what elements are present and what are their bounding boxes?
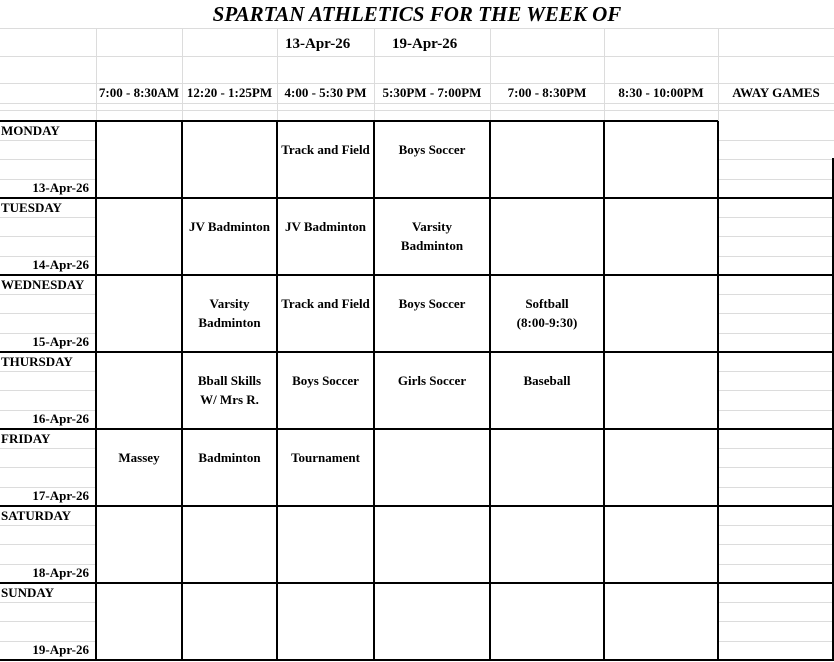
week-end-date[interactable]: 19-Apr-26 — [392, 36, 458, 52]
schedule-cell[interactable] — [374, 525, 490, 565]
schedule-cell[interactable] — [718, 294, 834, 334]
sheet-gridline — [0, 56, 834, 57]
sheet-gridline — [0, 544, 96, 545]
schedule-cell[interactable] — [374, 602, 490, 642]
schedule-cell[interactable] — [718, 140, 834, 180]
day-label[interactable]: SATURDAY — [1, 508, 72, 523]
schedule-cell[interactable] — [96, 140, 182, 180]
schedule-cell[interactable] — [96, 525, 182, 565]
schedule-cell[interactable] — [490, 448, 604, 488]
header-slot-3[interactable]: 4:00 - 5:30 PM — [284, 85, 367, 100]
sheet-gridline — [0, 294, 96, 295]
sheet-gridline — [182, 28, 183, 121]
schedule-cell[interactable]: Boys Soccer — [398, 142, 466, 157]
schedule-cell[interactable]: Varsity Badminton — [400, 219, 464, 253]
sheet-gridline — [96, 28, 97, 121]
schedule-cell[interactable]: Massey — [118, 450, 160, 465]
day-date[interactable]: 14-Apr-26 — [32, 257, 89, 272]
sheet-gridline — [0, 467, 96, 468]
sheet-gridline — [490, 28, 491, 121]
header-slot-6[interactable]: 8:30 - 10:00PM — [618, 85, 704, 100]
schedule-cell[interactable] — [96, 602, 182, 642]
sheet-gridline — [718, 28, 719, 121]
header-slot-2[interactable]: 12:20 - 1:25PM — [186, 85, 273, 100]
schedule-cell[interactable] — [490, 525, 604, 565]
schedule-cell[interactable]: JV Badminton — [284, 219, 367, 234]
day-date[interactable]: 19-Apr-26 — [32, 642, 89, 657]
table-border — [0, 351, 834, 353]
sheet-gridline — [0, 236, 96, 237]
table-border — [0, 274, 834, 276]
day-date[interactable]: 16-Apr-26 — [32, 411, 89, 426]
schedule-cell[interactable] — [277, 525, 374, 565]
schedule-cell[interactable]: Girls Soccer — [397, 373, 467, 388]
table-border — [0, 582, 834, 584]
day-date[interactable]: 15-Apr-26 — [32, 334, 89, 349]
schedule-cell[interactable] — [604, 525, 718, 565]
sheet-gridline — [0, 159, 96, 160]
table-border — [0, 505, 834, 507]
schedule-cell[interactable] — [604, 602, 718, 642]
sheet-gridline — [374, 28, 375, 121]
schedule-cell[interactable]: Tournament — [291, 450, 360, 465]
schedule-cell[interactable]: Bball Skills W/ Mrs R. — [197, 373, 262, 407]
sheet-gridline — [0, 525, 96, 526]
page-title: SPARTAN ATHLETICS FOR THE WEEK OF — [212, 2, 622, 26]
schedule-cell[interactable]: Softball (8:00-9:30) — [516, 296, 578, 330]
day-label[interactable]: FRIDAY — [1, 431, 51, 446]
table-border — [0, 659, 834, 661]
schedule-cell[interactable] — [718, 448, 834, 488]
schedule-cell[interactable] — [718, 602, 834, 642]
schedule-cell[interactable] — [718, 525, 834, 565]
sheet-gridline — [0, 28, 834, 29]
header-slot-5[interactable]: 7:00 - 8:30PM — [507, 85, 587, 100]
schedule-cell[interactable] — [604, 140, 718, 180]
header-slot-4[interactable]: 5:30PM - 7:00PM — [382, 85, 482, 100]
sheet-gridline — [0, 140, 96, 141]
day-label[interactable]: TUESDAY — [1, 200, 62, 215]
day-label[interactable]: SUNDAY — [1, 585, 54, 600]
schedule-cell[interactable] — [604, 371, 718, 411]
schedule-cell[interactable]: Baseball — [523, 373, 571, 388]
schedule-cell[interactable] — [718, 371, 834, 411]
schedule-cell[interactable] — [96, 217, 182, 257]
day-date[interactable]: 13-Apr-26 — [32, 180, 89, 195]
week-start-date[interactable]: 13-Apr-26 — [285, 36, 351, 52]
schedule-cell[interactable] — [277, 602, 374, 642]
sheet-gridline — [0, 313, 96, 314]
schedule-cell[interactable] — [182, 525, 277, 565]
schedule-cell[interactable]: Varsity Badminton — [198, 296, 261, 330]
sheet-gridline — [277, 28, 278, 121]
sheet-gridline — [0, 103, 834, 104]
schedule-cell[interactable]: Boys Soccer — [292, 373, 359, 388]
sheet-gridline — [0, 602, 96, 603]
sheet-gridline — [604, 28, 605, 121]
schedule-cell[interactable]: Track and Field — [281, 296, 370, 311]
day-label[interactable]: WEDNESDAY — [1, 277, 85, 292]
schedule-cell[interactable]: Track and Field — [281, 142, 370, 157]
table-border — [0, 197, 834, 199]
day-label[interactable]: THURSDAY — [1, 354, 73, 369]
schedule-cell[interactable] — [490, 602, 604, 642]
schedule-cell[interactable] — [490, 140, 604, 180]
schedule-cell[interactable]: JV Badminton — [188, 219, 271, 234]
day-date[interactable]: 17-Apr-26 — [32, 488, 89, 503]
sheet-gridline — [0, 448, 96, 449]
schedule-cell[interactable] — [604, 217, 718, 257]
header-slot-1[interactable]: 7:00 - 8:30AM — [98, 85, 180, 100]
sheet-gridline — [0, 390, 96, 391]
schedule-cell[interactable] — [604, 294, 718, 334]
schedule-cell[interactable]: Badminton — [198, 450, 261, 465]
schedule-cell[interactable]: Boys Soccer — [398, 296, 466, 311]
schedule-cell[interactable] — [182, 602, 277, 642]
header-away-games[interactable]: AWAY GAMES — [732, 85, 820, 100]
day-label[interactable]: MONDAY — [1, 123, 60, 138]
schedule-cell[interactable] — [718, 217, 834, 257]
sheet-gridline — [0, 217, 96, 218]
table-border — [0, 120, 718, 122]
schedule-cell[interactable] — [490, 217, 604, 257]
sheet-gridline — [0, 110, 834, 111]
schedule-cell[interactable] — [182, 140, 277, 180]
sheet-gridline — [0, 371, 96, 372]
schedule-cell[interactable] — [96, 294, 182, 334]
schedule-cell[interactable] — [604, 448, 718, 488]
schedule-cell[interactable] — [374, 448, 490, 488]
table-border — [0, 428, 834, 430]
day-date[interactable]: 18-Apr-26 — [32, 565, 89, 580]
sheet-gridline — [0, 621, 96, 622]
schedule-cell[interactable] — [96, 371, 182, 411]
